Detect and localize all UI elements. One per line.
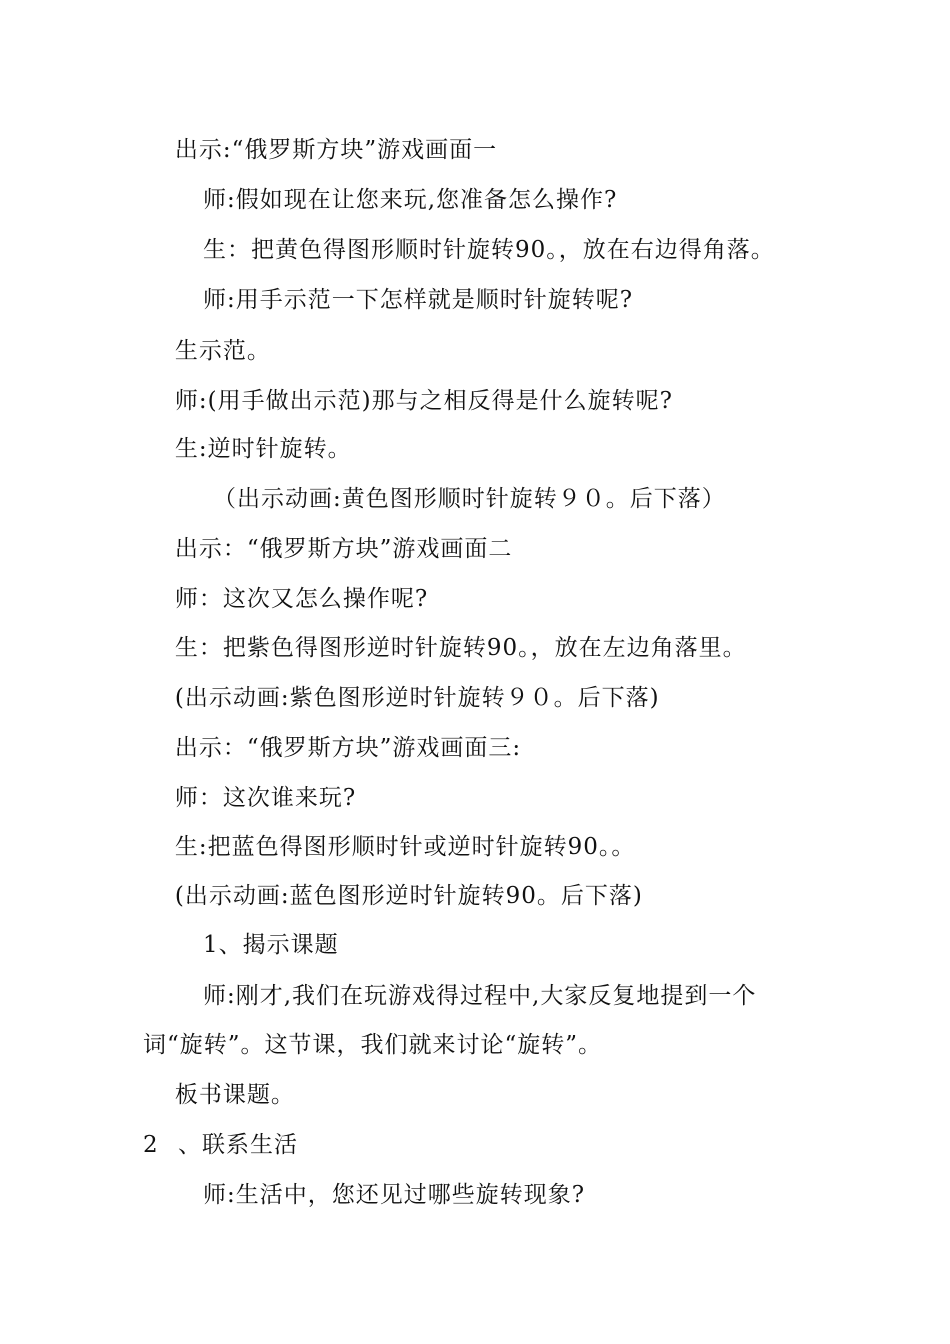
text-line: 词“旋转”。这节课，我们就来讨论“旋转”。 [143,1032,603,1058]
text-line: 出示：“俄罗斯方块”游戏画面二 [143,536,513,562]
text-line: 生：把黄色得图形顺时针旋转90。，放在右边得角落。 [203,237,775,263]
text-line: （出示动画:黄色图形顺时针旋转９０。后下落） [213,486,726,512]
text-line: 生：把紫色得图形逆时针旋转90。，放在左边角落里。 [143,635,747,661]
text-line: 2、联系生活 [143,1132,299,1158]
text-line: 师:假如现在让您来玩,您准备怎么操作? [203,187,618,213]
text-line: (出示动画:紫色图形逆时针旋转９０。后下落) [143,685,660,711]
text-line: (出示动画:蓝色图形逆时针旋转90。后下落) [143,883,643,909]
text-line: 师:生活中，您还见过哪些旋转现象? [203,1182,586,1208]
text-line: 生示范。 [143,338,271,364]
text-line: 1、揭示课题 [203,932,339,958]
text-line: 师:用手示范一下怎样就是顺时针旋转呢? [203,287,634,313]
text-line: 生:逆时针旋转。 [143,436,352,462]
text-line: 生:把蓝色得图形顺时针或逆时针旋转90。。 [143,834,636,860]
text-line: 师：这次谁来玩? [143,785,357,811]
text-line: 师:(用手做出示范)那与之相反得是什么旋转呢? [143,388,673,414]
text-line: 板书课题。 [143,1082,295,1108]
text-line: 师：这次又怎么操作呢? [143,586,429,612]
text-line: 出示：“俄罗斯方块”游戏画面三: [143,735,522,761]
text-line: 出示:“俄罗斯方块”游戏画面一 [143,137,498,163]
text-line: 师:刚才,我们在玩游戏得过程中,大家反复地提到一个 [203,983,757,1009]
